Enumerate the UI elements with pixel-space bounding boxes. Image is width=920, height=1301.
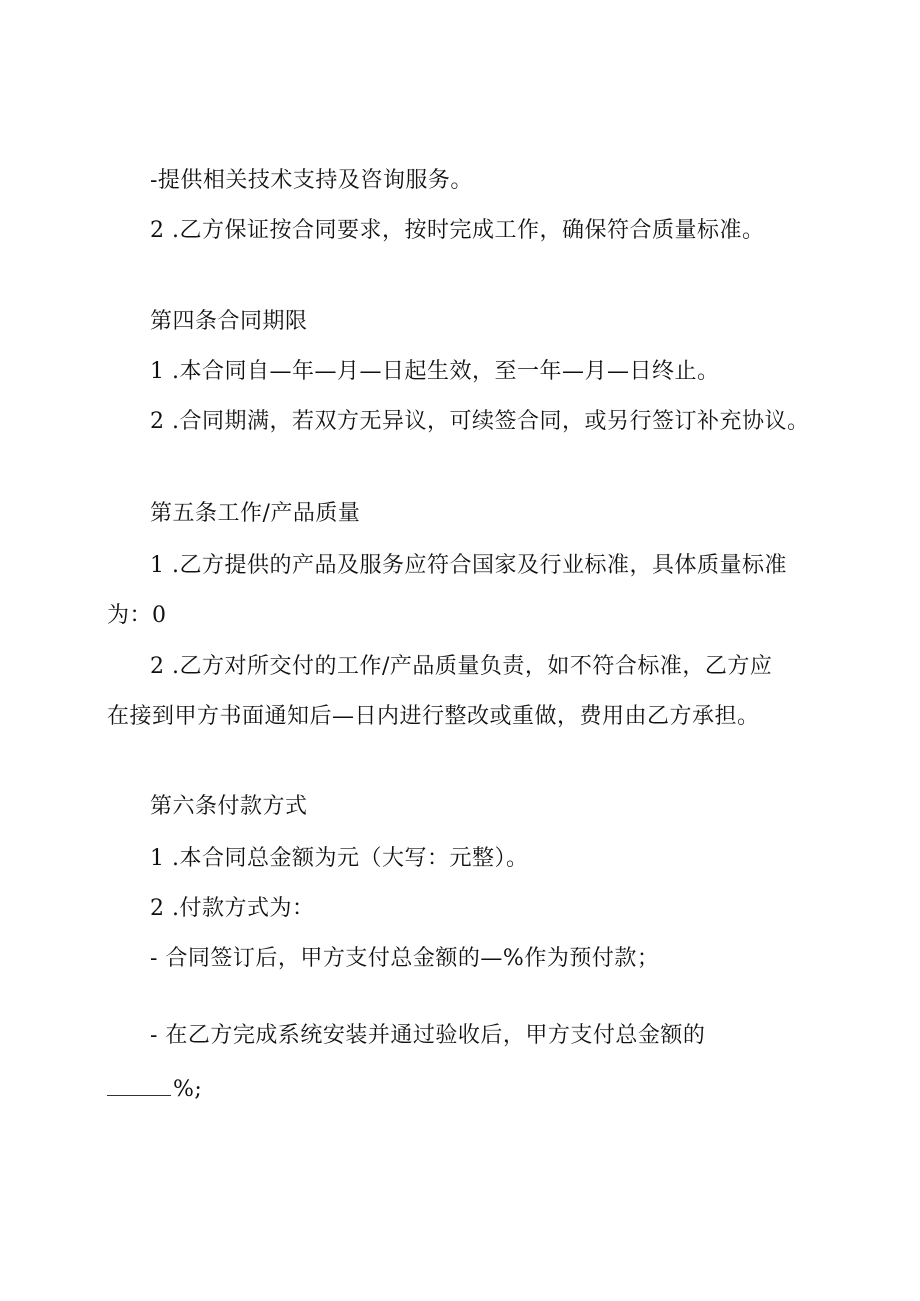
text-line: 2 .付款方式为： [150, 896, 315, 921]
text-line: 为：0 [107, 603, 167, 628]
text-line: 1 .本合同自—年—月—日起生效，至一年—月—日终止。 [150, 359, 720, 384]
text-line: 2 .乙方保证按合同要求，按时完成工作，确保符合质量标准。 [150, 218, 765, 243]
text-line: -提供相关技术支持及咨询服务。 [150, 168, 473, 193]
text-line: 2 .乙方对所交付的工作/产品质量负责，如不符合标准，乙方应 [150, 654, 773, 679]
section-heading: 第六条付款方式 [150, 794, 308, 819]
section-heading: 第四条合同期限 [150, 309, 308, 334]
text-line: 1 .本合同总金额为元（大写：元整）。 [150, 846, 529, 871]
text-line-with-blank [107, 1075, 202, 1105]
fill-in-blank [107, 1079, 171, 1096]
text-line: 在接到甲方书面通知后—日内进行整改或重做，费用由乙方承担。 [107, 704, 760, 729]
text-line: - 在乙方完成系统安装并通过验收后，甲方支付总金额的 [150, 1023, 706, 1048]
section-heading: 第五条工作/产品质量 [150, 501, 361, 526]
text-line: 1 .乙方提供的产品及服务应符合国家及行业标准，具体质量标准 [150, 553, 787, 578]
text-line: 2 .合同期满，若双方无异议，可续签合同，或另行签订补充协议。 [150, 409, 810, 434]
text-line: - 合同签订后，甲方支付总金额的—%作为预付款； [150, 946, 660, 971]
text-line-tail: %; [173, 1077, 203, 1102]
